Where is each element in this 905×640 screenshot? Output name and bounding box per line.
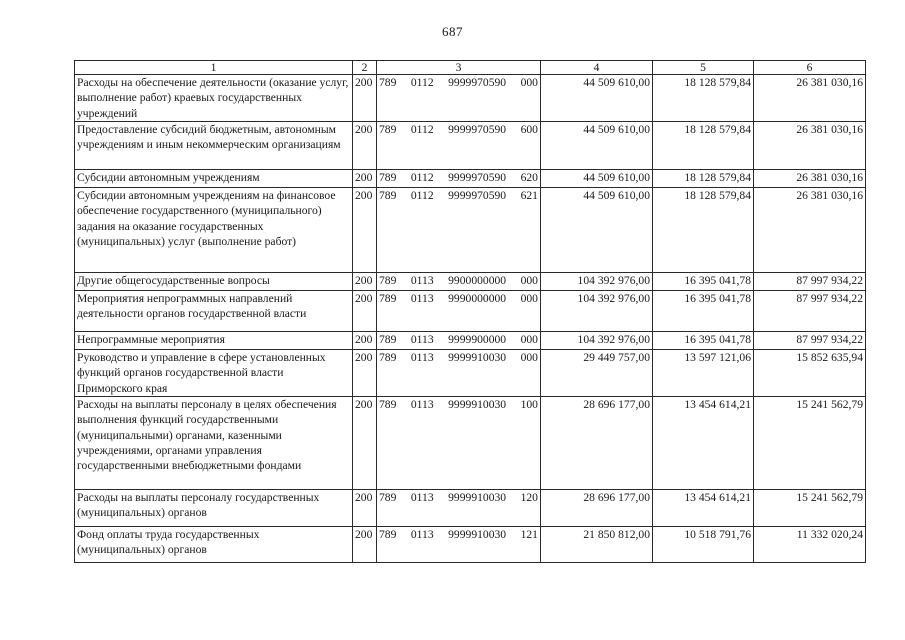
row-code-2: 200	[353, 527, 377, 563]
row-codes	[377, 490, 541, 527]
section-code: 0112	[410, 76, 434, 89]
row-code-2: 200	[353, 170, 377, 188]
expense-type-code: 120	[520, 491, 538, 504]
row-value-6: 15 241 562,79	[754, 490, 866, 527]
row-code-2: 200	[353, 188, 377, 273]
section-code: 0113	[410, 528, 434, 541]
row-name: Руководство и управление в сфере установленных функций органов государственной власти Приморского края	[75, 350, 353, 397]
target-article-code: 9999910030	[448, 491, 507, 504]
row-code-2: 200	[353, 291, 377, 332]
target-article-code: 9999910030	[448, 398, 507, 411]
table-row	[75, 170, 866, 188]
row-name: Предоставление субсидий бюджетным, автономным учреждениям и иным некоммерческим организациям	[75, 122, 353, 170]
col-header-4: 4	[541, 61, 653, 75]
row-code-2: 200	[353, 122, 377, 170]
row-code-2: 200	[353, 332, 377, 350]
row-value-5: 16 395 041,78	[653, 273, 754, 291]
table-row	[75, 291, 866, 332]
ved-code: 789	[379, 189, 397, 202]
table-row	[75, 122, 866, 170]
section-code: 0113	[410, 491, 434, 504]
col-header-5: 5	[653, 61, 754, 75]
expense-type-code: 100	[520, 398, 538, 411]
ved-code: 789	[379, 351, 397, 364]
row-name: Фонд оплаты труда государственных (муниципальных) органов	[75, 527, 353, 563]
table-row	[75, 527, 866, 563]
table-row	[75, 397, 866, 490]
row-value-4: 104 392 976,00	[541, 273, 653, 291]
row-value-5: 18 128 579,84	[653, 188, 754, 273]
row-codes	[377, 350, 541, 397]
target-article-code: 9990000000	[448, 292, 507, 305]
expense-type-code: 121	[520, 528, 538, 541]
row-value-4: 28 696 177,00	[541, 490, 653, 527]
row-name: Другие общегосударственные вопросы	[75, 273, 353, 291]
ved-code: 789	[379, 171, 397, 184]
row-value-6: 26 381 030,16	[754, 75, 866, 122]
budget-table	[74, 60, 866, 563]
row-codes	[377, 75, 541, 122]
ved-code: 789	[379, 333, 397, 346]
expense-type-code: 000	[520, 274, 538, 287]
target-article-code: 9999900000	[448, 333, 507, 346]
row-value-6: 87 997 934,22	[754, 332, 866, 350]
row-code-2: 200	[353, 273, 377, 291]
row-name: Субсидии автономным учреждениям	[75, 170, 353, 188]
target-article-code: 9999970590	[448, 76, 507, 89]
row-value-4: 28 696 177,00	[541, 397, 653, 490]
section-code: 0113	[410, 274, 434, 287]
target-article-code: 9999910030	[448, 528, 507, 541]
target-article-code: 9999970590	[448, 189, 507, 202]
row-value-6: 87 997 934,22	[754, 291, 866, 332]
row-value-5: 13 597 121,06	[653, 350, 754, 397]
row-codes	[377, 397, 541, 490]
row-value-4: 44 509 610,00	[541, 170, 653, 188]
expense-type-code: 621	[520, 189, 538, 202]
target-article-code: 9999910030	[448, 351, 507, 364]
row-value-4: 44 509 610,00	[541, 122, 653, 170]
ved-code: 789	[379, 398, 397, 411]
row-value-6: 87 997 934,22	[754, 273, 866, 291]
row-value-6: 26 381 030,16	[754, 122, 866, 170]
section-code: 0113	[410, 398, 434, 411]
row-value-5: 18 128 579,84	[653, 170, 754, 188]
row-value-6: 15 852 635,94	[754, 350, 866, 397]
section-code: 0113	[410, 292, 434, 305]
table-row	[75, 75, 866, 122]
row-value-6: 26 381 030,16	[754, 188, 866, 273]
row-value-6: 26 381 030,16	[754, 170, 866, 188]
section-code: 0112	[410, 171, 434, 184]
row-value-5: 13 454 614,21	[653, 490, 754, 527]
expense-type-code: 000	[520, 76, 538, 89]
table-row	[75, 188, 866, 273]
row-value-5: 16 395 041,78	[653, 291, 754, 332]
row-value-4: 21 850 812,00	[541, 527, 653, 563]
table-row	[75, 332, 866, 350]
row-codes	[377, 527, 541, 563]
row-value-4: 44 509 610,00	[541, 188, 653, 273]
expense-type-code: 000	[520, 292, 538, 305]
col-header-6: 6	[754, 61, 866, 75]
row-name: Расходы на выплаты персоналу в целях обеспечения выполнения функций государственными (муниципальными) органами, казенными учреждениями, органами управления государственными внебюджетными фондами	[75, 397, 353, 490]
row-codes	[377, 188, 541, 273]
row-name: Субсидии автономным учреждениям на финансовое обеспечение государственного (муниципального) задания на оказание государственных (муниципальных) услуг (выполнение работ)	[75, 188, 353, 273]
ved-code: 789	[379, 292, 397, 305]
section-code: 0112	[410, 189, 434, 202]
target-article-code: 9900000000	[448, 274, 507, 287]
row-value-5: 13 454 614,21	[653, 397, 754, 490]
col-header-3: 3	[377, 61, 541, 75]
row-value-6: 15 241 562,79	[754, 397, 866, 490]
row-value-5: 10 518 791,76	[653, 527, 754, 563]
section-code: 0112	[410, 123, 434, 136]
expense-type-code: 000	[520, 351, 538, 364]
row-name: Мероприятия непрограммных направлений деятельности органов государственной власти	[75, 291, 353, 332]
table-row	[75, 490, 866, 527]
row-value-4: 104 392 976,00	[541, 332, 653, 350]
row-value-4: 29 449 757,00	[541, 350, 653, 397]
expense-type-code: 620	[520, 171, 538, 184]
target-article-code: 9999970590	[448, 123, 507, 136]
row-codes	[377, 332, 541, 350]
table-row	[75, 273, 866, 291]
row-code-2: 200	[353, 397, 377, 490]
table-row	[75, 350, 866, 397]
row-name: Непрограммные мероприятия	[75, 332, 353, 350]
ved-code: 789	[379, 491, 397, 504]
row-value-5: 16 395 041,78	[653, 332, 754, 350]
row-codes	[377, 170, 541, 188]
header-row	[75, 61, 866, 75]
row-value-4: 104 392 976,00	[541, 291, 653, 332]
expense-type-code: 000	[520, 333, 538, 346]
target-article-code: 9999970590	[448, 171, 507, 184]
section-code: 0113	[410, 333, 434, 346]
row-codes	[377, 291, 541, 332]
ved-code: 789	[379, 76, 397, 89]
section-code: 0113	[410, 351, 434, 364]
ved-code: 789	[379, 528, 397, 541]
row-code-2: 200	[353, 75, 377, 122]
row-value-6: 11 332 020,24	[754, 527, 866, 563]
row-codes	[377, 273, 541, 291]
ved-code: 789	[379, 274, 397, 287]
row-codes	[377, 122, 541, 170]
ved-code: 789	[379, 123, 397, 136]
col-header-1: 1	[75, 61, 353, 75]
row-value-5: 18 128 579,84	[653, 122, 754, 170]
row-code-2: 200	[353, 490, 377, 527]
expense-type-code: 600	[520, 123, 538, 136]
row-name: Расходы на выплаты персоналу государственных (муниципальных) органов	[75, 490, 353, 527]
row-value-4: 44 509 610,00	[541, 75, 653, 122]
row-code-2: 200	[353, 350, 377, 397]
row-value-5: 18 128 579,84	[653, 75, 754, 122]
col-header-2: 2	[353, 61, 377, 75]
page-number: 687	[442, 24, 463, 39]
row-name: Расходы на обеспечение деятельности (оказание услуг, выполнение работ) краевых государственных учреждений	[75, 75, 353, 122]
